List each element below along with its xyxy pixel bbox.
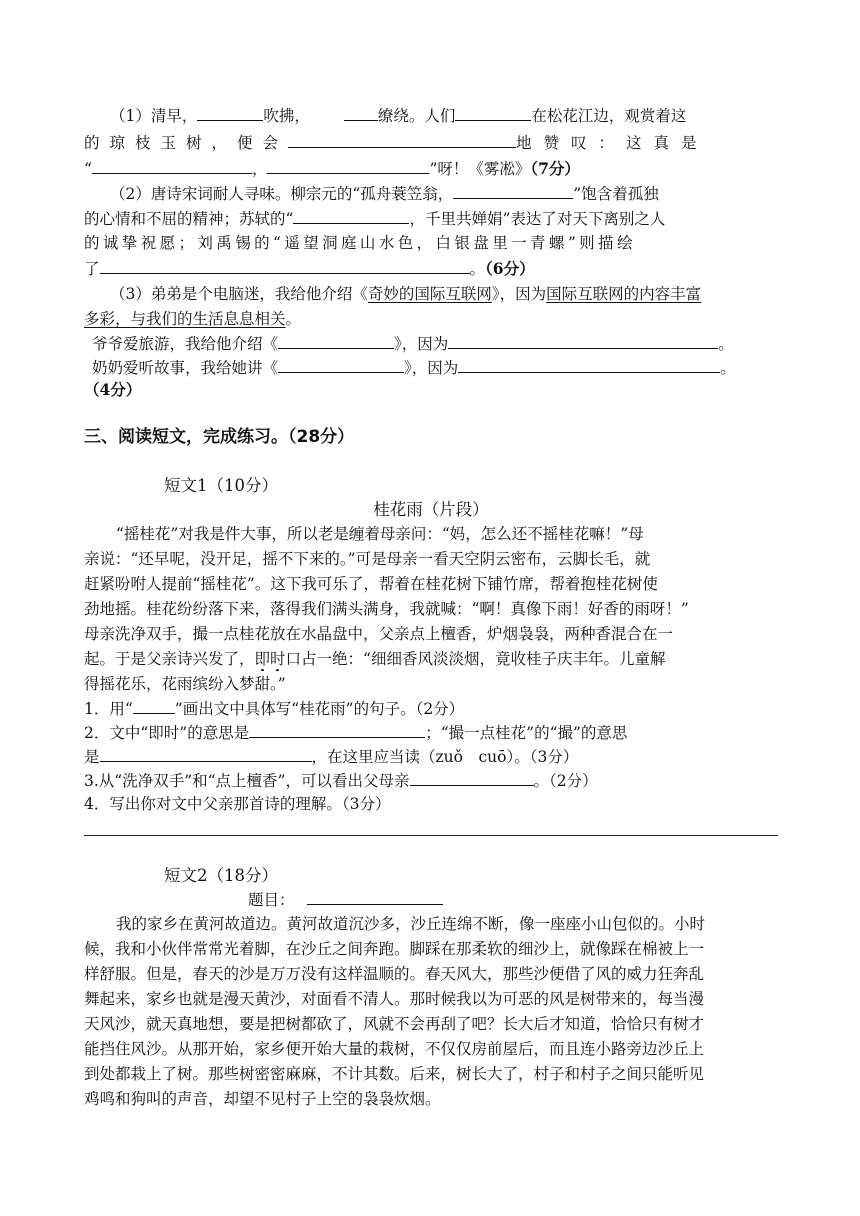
q2-line-4: 了 。（6分） [84, 256, 778, 280]
q3-line-1: （3）弟弟是个电脑迷，我给他介绍《奇妙的国际互联网》，因为国际互联网的内容丰富 [110, 285, 702, 303]
passage2-line-5: 天风沙，就天真地想，要是把树都砍了，风就不会再刮了吧？长大后才知道，恰恰只有树才 [84, 1015, 705, 1033]
fill-blank[interactable] [100, 744, 312, 762]
passage2-line-1: 我的家乡在黄河故道边。黄河故道沉沙多，沙丘连绵不断，像一座座小山包似的。小时 [116, 915, 706, 933]
passage1-q2-cont: 是 ，在这里应当读（zuǒ cuō）。（3分） [84, 744, 778, 768]
fill-blank[interactable] [197, 103, 263, 121]
section-heading: 三、阅读短文，完成练习。（28分） [84, 427, 355, 447]
q3-score: （4分） [84, 380, 142, 399]
fill-blank[interactable] [455, 103, 531, 121]
passage1-line-4: 劲地摇。桂花纷纷落下来，落得我们满头满身，我就喊：“啊！真像下雨！好香的雨呀！” [84, 600, 689, 618]
q1-line-2: 的琼枝玉树，便会 地赞叹：这真是 [84, 130, 778, 154]
passage1-line-1: “摇桂花”对我是件大事，所以老是缠着母亲问：“妈，怎么还不摇桂花嘛！”母 [116, 525, 644, 543]
fill-blank[interactable] [288, 130, 516, 148]
passage2-line-7: 到处都栽上了树。那些树密密麻麻，不计其数。后来，树长大了，村子和村子之间只能听见 [84, 1065, 705, 1083]
passage1-line-3: 赶紧吩咐人提前“摇桂花”。这下我可乐了，帮着在桂花树下铺竹席，帮着抱桂花树使 [84, 575, 658, 593]
q3-line-2: 多彩，与我们的生活息息相关。 [84, 310, 302, 328]
fill-blank[interactable] [92, 156, 252, 174]
passage1-q4: 4．写出你对文中父亲那首诗的理解。（3分） [84, 795, 391, 813]
fill-blank[interactable] [249, 720, 425, 738]
underline-sample [133, 696, 175, 714]
fill-blank[interactable] [267, 156, 429, 174]
fill-blank[interactable] [344, 103, 378, 121]
q3-line-4: 奶奶爱听故事，我给她讲《 》，因为 。 [92, 355, 782, 379]
q1-line-1: （1）清早， 吹拂， 缭绕。人们 在松花江边，观赏着这 [110, 103, 778, 127]
fill-blank[interactable] [453, 181, 573, 199]
score-label: （7分） [530, 159, 580, 178]
passage1-line-5: 母亲洗净双手，撮一点桂花放在水晶盘中，父亲点上檀香，炉烟袅袅，两种香混合在一 [84, 625, 674, 643]
title-blank[interactable] [307, 887, 443, 905]
fill-blank[interactable] [448, 331, 718, 349]
passage2-line-6: 能挡住风沙。从那开始，家乡便开始大量的栽树，不仅仅房前屋后，而且连小路旁边沙丘上 [84, 1040, 705, 1058]
passage1-line-7: 得摇花乐，花雨缤纷入梦甜。” [84, 675, 286, 693]
score-label: （6分） [485, 259, 535, 278]
emphasis-char: 即 [254, 650, 271, 668]
passage2-line-3: 样舒服。但是，春天的沙是万万没有这样温顺的。春天风大，那些沙便借了风的威力狂奔乱 [84, 965, 705, 983]
passage1-q1: 1．用“ ”画出文中具体写“桂花雨”的句子。（2分） [84, 696, 778, 720]
fill-blank[interactable] [100, 256, 470, 274]
q3-line-3: 爷爷爱旅游，我给他介绍《 》，因为 。 [92, 331, 782, 355]
reason-text: 多彩，与我们的生活息息相关 [84, 310, 286, 328]
passage2-title-row: 题目： [248, 887, 548, 911]
emphasis-char: 时 [270, 650, 286, 668]
passage1-title: 桂花雨（片段） [373, 500, 489, 519]
passage2-line-2: 候，我和小伙伴常常光着脚，在沙丘之间奔跑。脚踩在那柔软的细沙上，就像踩在棉被上一 [84, 940, 705, 958]
q2-line-1: （2）唐诗宋词耐人寻味。柳宗元的“孤舟蓑笠翁， ”饱含着孤独 [110, 181, 778, 205]
passage1-line-2: 亲说：“还早呢，没开足，摇不下来的。”可是母亲一看天空阴云密布，云脚长毛，就 [84, 550, 651, 568]
q2-line-2: 的心情和不屈的精神；苏轼的“ ，千里共婵娟”表达了对天下离别之人 [84, 206, 778, 230]
divider-line [84, 835, 778, 836]
passage2-line-4: 舞起来，家乡也就是漫天黄沙，对面看不清人。那时候我以为可恶的风是树带来的，每当漫 [84, 990, 705, 1008]
book-title: 奇妙的国际互联网 [367, 285, 492, 303]
reason-text: 国际互联网的内容丰富 [546, 285, 702, 303]
passage2-label: 短文2（18分） [164, 866, 278, 885]
fill-blank[interactable] [410, 768, 534, 786]
passage1-line-6: 起。于是父亲诗兴发了，即时口占一绝：“细细香风淡淡烟，竟收桂子庆丰年。儿童解 [84, 650, 666, 668]
passage1-label: 短文1（10分） [164, 476, 278, 495]
passage1-q2: 2．文中“即时”的意思是 ；“撮一点桂花”的“撮”的意思 [84, 720, 778, 744]
q2-line-3: 的诚挚祝愿；刘禹锡的“遥望洞庭山水色，白银盘里一青螺”则描绘 [84, 234, 636, 252]
q1-line-3: “ ， ”呀！《雾凇》（7分） [84, 156, 778, 180]
passage1-q3: 3.从“洗净双手”和“点上檀香”，可以看出父母亲 。（2分） [84, 768, 778, 792]
fill-blank[interactable] [293, 206, 409, 224]
fill-blank[interactable] [458, 355, 720, 373]
fill-blank[interactable] [278, 355, 404, 373]
passage2-line-8: 鸡鸣和狗叫的声音，却望不见村子上空的袅袅炊烟。 [84, 1090, 441, 1108]
fill-blank[interactable] [278, 331, 394, 349]
